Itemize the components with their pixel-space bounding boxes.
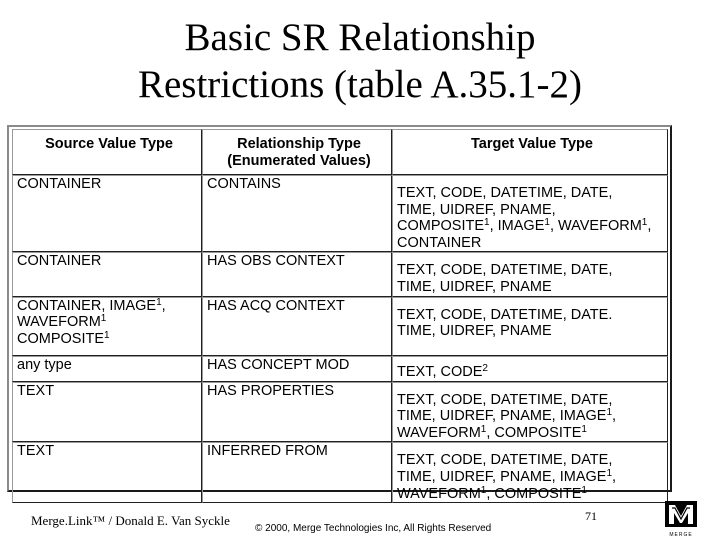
cell-source-value-type: [12, 252, 202, 296]
cell-target-value-type: [392, 356, 668, 382]
cell-source-value-type: [12, 382, 202, 443]
cell-line: CONTAINER: [17, 253, 102, 270]
cell-line: TEXT, CODE, DATETIME, DATE,: [397, 452, 613, 469]
table-row: [12, 382, 668, 443]
cell-target-value-type: [392, 382, 668, 443]
cell-relationship-type: HAS ACQ CONTEXT: [202, 297, 392, 356]
slide-title: [0, 14, 720, 108]
header-source-value-type: Source Value Type: [12, 129, 202, 175]
cell-relationship-type: HAS CONCEPT MOD: [202, 356, 392, 382]
table-row: [12, 356, 668, 382]
footnote-marker: 1: [480, 484, 487, 496]
cell-line: any type: [17, 356, 72, 373]
cell-relationship-type: HAS OBS CONTEXT: [202, 252, 392, 296]
cell-line: WAVEFORM$^1$, COMPOSITE$^1$: [397, 484, 587, 502]
cell-relationship-type: INFERRED FROM: [202, 442, 392, 503]
table-row: [12, 175, 668, 252]
header-relationship-type: [202, 129, 392, 175]
cell-line: TIME, UIDREF, PNAME, IMAGE$^1$,: [397, 467, 617, 485]
header-relationship-line-2: (Enumerated Values): [227, 152, 371, 169]
table-row: [12, 442, 668, 503]
cell-line: COMPOSITE$^1$: [17, 329, 110, 347]
footer-author: Merge.Link™ / Donald E. Van Syckle: [31, 513, 230, 528]
cell-line: TIME, UIDREF, PNAME, IMAGE$^1$,: [397, 407, 617, 425]
cell-line: TEXT, CODE, DATETIME, DATE,: [397, 185, 613, 201]
cell-line: COMPOSITE$^1$, IMAGE$^1$, WAVEFORM$^1$,: [397, 217, 652, 235]
page-number: 71: [585, 509, 597, 523]
cell-target-value-type: [392, 252, 668, 296]
cell-source-value-type: [12, 442, 202, 503]
cell-source-value-type: [12, 175, 202, 252]
footnote-marker: 1: [581, 423, 587, 435]
footnote-marker: 1: [480, 423, 487, 435]
cell-line: TEXT, CODE, DATETIME, DATE,: [397, 391, 613, 408]
relationship-table: [12, 129, 668, 503]
cell-line: TEXT, CODE, DATETIME, DATE.: [397, 306, 613, 323]
cell-line: WAVEFORM$^1$, COMPOSITE$^1$: [397, 423, 587, 441]
cell-relationship-type: HAS PROPERTIES: [202, 382, 392, 443]
merge-logo-icon: [664, 500, 698, 538]
footnote-marker: 1: [641, 217, 648, 229]
cell-line: TIME, UIDREF, PNAME: [397, 278, 552, 295]
cell-line: CONTAINER: [397, 234, 482, 251]
cell-line: TEXT: [17, 382, 55, 399]
header-target-value-type: Target Value Type: [392, 129, 668, 175]
cell-source-value-type: [12, 356, 202, 382]
footer-copyright: © 2000, Merge Technologies Inc, All Rights Reserved: [255, 523, 492, 534]
footnote-marker: 1: [544, 217, 550, 229]
footnote-marker: 1: [581, 484, 587, 496]
footnote-marker: 1: [104, 329, 110, 341]
cell-target-value-type: [392, 297, 668, 356]
footnote-marker: 1: [606, 407, 613, 419]
cell-line: TEXT: [17, 443, 55, 460]
table-header-row: [12, 129, 668, 175]
header-relationship-line-1: Relationship Type: [237, 136, 361, 152]
footnote-marker: 1: [100, 313, 107, 325]
table-row: [12, 252, 668, 296]
cell-line: TIME, UIDREF, PNAME,: [397, 201, 556, 218]
table-row: [12, 297, 668, 356]
cell-line: TEXT, CODE$^2$: [397, 362, 488, 380]
cell-line: CONTAINER: [17, 176, 102, 192]
cell-target-value-type: [392, 175, 668, 252]
cell-target-value-type: [392, 442, 668, 503]
cell-line: CONTAINER, IMAGE$^1$,: [17, 296, 166, 314]
cell-line: WAVEFORM$^1$: [17, 313, 107, 331]
footnote-marker: 1: [606, 467, 613, 479]
cell-source-value-type: [12, 297, 202, 356]
footnote-marker: 1: [156, 296, 162, 308]
cell-relationship-type: CONTAINS: [202, 175, 392, 252]
cell-line: TEXT, CODE, DATETIME, DATE,: [397, 262, 613, 279]
title-line-1: Basic SR Relationship: [184, 16, 536, 59]
title-line-2: Restrictions (table A.35.1-2): [137, 63, 583, 106]
footnote-marker: 1: [484, 217, 490, 229]
table-frame: [7, 125, 672, 502]
cell-line: TIME, UIDREF, PNAME: [397, 323, 552, 340]
footnote-marker: 2: [482, 362, 488, 374]
table-body: [12, 175, 668, 503]
logo-text: MERGE: [669, 532, 693, 538]
